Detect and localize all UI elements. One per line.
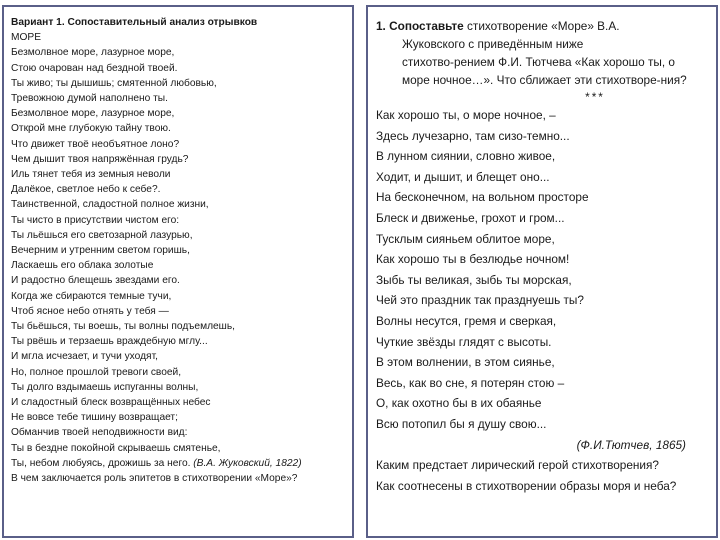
tyutchev-citation: (Ф.И.Тютчев, 1865) <box>576 437 686 452</box>
task-block <box>376 17 710 89</box>
right-question-1: Каким предстает лирический герой стихотворения? <box>376 458 659 473</box>
left-text-block <box>11 15 346 486</box>
left-panel <box>2 5 354 538</box>
poem-line: Иль тянет тебя из земныя неволи <box>11 169 171 181</box>
poem-line: Блеск и движенье, грохот и гром... <box>376 210 565 225</box>
poem-line: Далёкое, светлое небо к себе?. <box>11 184 161 196</box>
poem-line: Вечерним и утренним светом горишь, <box>11 245 190 257</box>
task-line-1-rest: стихотворение «Море» В.А. <box>463 19 620 33</box>
stars-divider: *** <box>585 90 605 104</box>
poem-line: Чуткие звёзды глядят с высоты. <box>376 334 552 349</box>
poem-line: Как хорошо ты, о море ночное, – <box>376 108 556 122</box>
zhukovsky-poem <box>11 30 346 456</box>
right-question-2: Как соотнесены в стихотворении образы моря и неба? <box>376 478 677 493</box>
poem-line: Ты рвёшь и терзаешь враждебную мглу... <box>11 336 208 348</box>
task-number: 1. Сопоставьте <box>376 19 464 33</box>
poem-line: Всю потопил бы я душу свою... <box>376 416 547 431</box>
poem-line: И мгла исчезает, и тучи уходят, <box>11 351 158 363</box>
poem-line: Как хорошо ты в безлюдье ночном! <box>376 252 570 267</box>
poem-line: О, как охотно бы в их обаянье <box>376 396 542 411</box>
poem-line: Что движет твоё необъятное лоно? <box>11 138 180 150</box>
poem-line: Обманчив твоей неподвижности вид: <box>11 427 188 439</box>
poem-line: Таинственной, сладостной полное жизни, <box>11 199 209 211</box>
zhukovsky-citation: (В.А. Жуковский, 1822) <box>193 457 302 469</box>
poem-line: Весь, как во сне, я потерян стою – <box>376 375 565 390</box>
poem-line: Чтоб ясное небо отнять у тебя — <box>11 305 169 317</box>
tyutchev-poem-lines <box>376 105 710 435</box>
poem-line: Ты в бездне покойной скрываешь смятенье, <box>11 442 221 454</box>
poem-line: Открой мне глубокую тайну твою. <box>11 123 171 135</box>
task-line-3: стихотво-рением Ф.И. Тютчева «Как хорошо ты, о <box>402 55 675 69</box>
poem-line: Ты льёшься его светозарной лазурью, <box>11 229 193 241</box>
poem-last-line <box>11 456 346 471</box>
poem-line: На бесконечном, на вольном просторе <box>376 190 589 205</box>
poem-line: Стою очарован над бездной твоей. <box>11 62 178 74</box>
poem-line: Когда же сбираются темные тучи, <box>11 290 172 302</box>
poem-line: Здесь лучезарно, там сизо-темно... <box>376 128 570 143</box>
poem-line: Не вовсе тебе тишину возвращает; <box>11 412 178 424</box>
poem-line: Чем дышит твоя напряжённая грудь? <box>11 153 189 165</box>
poem-line: Безмолвное море, лазурное море, <box>11 47 175 59</box>
poem-line: Но, полное прошлой тревоги своей, <box>11 366 182 378</box>
poem-line: Ты долго вздымаешь испуганны волны, <box>11 381 199 393</box>
poem-last-line-text: Ты, небом любуясь, дрожишь за него. <box>11 457 194 469</box>
right-panel <box>366 5 718 538</box>
poem-line: Чей это праздник так празднуешь ты? <box>376 293 584 308</box>
poem-line: И радостно блещешь звездами его. <box>11 275 180 287</box>
poem-line: Зыбь ты великая, зыбь ты морская, <box>376 272 572 287</box>
poem-line: Безмолвное море, лазурное море, <box>11 108 175 120</box>
tyutchev-poem <box>376 105 710 496</box>
poem-line: В лунном сиянии, словно живое, <box>376 149 556 164</box>
poem-line: Волны несутся, гремя и сверкая, <box>376 313 557 328</box>
task-line-4: море ночное…». Что сближает эти стихотворе-ния? <box>402 73 687 87</box>
variant-title: Вариант 1. Сопоставительный анализ отрывков <box>11 17 258 28</box>
poem-line: И сладостный блеск возвращённых небес <box>11 397 211 409</box>
poem-line: Ты бьёшься, ты воешь, ты волны подъемлешь, <box>11 321 235 333</box>
poem-line: Ходит, и дышит, и блещет оно... <box>376 169 550 184</box>
poem-line: В этом волнении, в этом сиянье, <box>376 355 555 370</box>
poem-line: Ты живо; ты дышишь; смятенной любовью, <box>11 77 217 89</box>
poem-line: Тусклым сияньем облитое море, <box>376 231 555 246</box>
poem-line: Ты чисто в присутствии чистом его: <box>11 214 180 226</box>
left-question: В чем заключается роль эпитетов в стихотворении «Море»? <box>11 473 298 485</box>
poem-line: Ласкаешь его облака золотые <box>11 260 154 272</box>
poem-line: МОРЕ <box>11 32 42 44</box>
task-line-2: Жуковского с приведённым ниже <box>402 37 584 51</box>
poem-line: Тревожною думой наполнено ты. <box>11 93 168 105</box>
task-line-1 <box>376 17 710 35</box>
